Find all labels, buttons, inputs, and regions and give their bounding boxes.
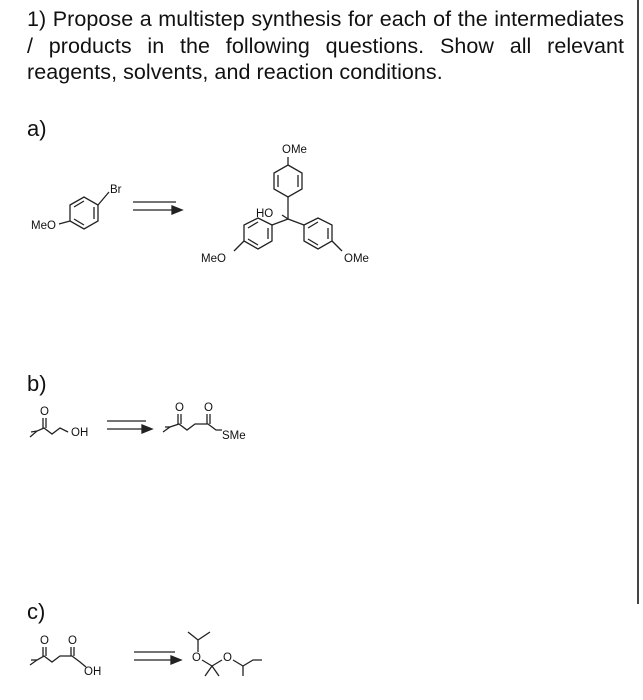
- part-a-reaction-arrow: [133, 202, 182, 214]
- part-a-product: [201, 144, 369, 265]
- part-b-starting-material: [30, 406, 88, 439]
- part-c-reaction-arrow: [134, 652, 181, 664]
- part-a-label: a): [27, 116, 47, 141]
- product-top-ome-label: OMe: [282, 144, 307, 156]
- methoxy-label: MeO: [31, 220, 56, 232]
- part-a-starting-material: [31, 184, 122, 232]
- part-b-label: b): [27, 371, 47, 396]
- product-right-ome-label: OMe: [344, 253, 369, 265]
- c-start-carbonyl-o2: O: [68, 635, 77, 647]
- c-product-ring-o1: O: [192, 652, 201, 664]
- c-product-ring-o2: O: [223, 652, 232, 664]
- bromo-label: Br: [110, 184, 122, 196]
- part-b-reaction-arrow: [107, 421, 152, 433]
- part-c-starting-material: [30, 635, 101, 678]
- b-start-carbonyl-o: O: [40, 406, 49, 418]
- b-product-thio: SMe: [222, 430, 246, 442]
- b-product-carbonyl-o2: O: [204, 402, 213, 414]
- c-start-hydroxyl: OH: [84, 666, 102, 678]
- product-left-meo-label: MeO: [201, 253, 226, 265]
- hydroxyl-label: HO: [256, 208, 274, 220]
- c-start-carbonyl-o1: O: [40, 635, 49, 647]
- question-text: 1) Propose a multistep synthesis for each of the intermediates / products in the following questions. Show all relevant reagents, solvents, and reaction conditions.: [27, 7, 624, 84]
- part-b-product: [163, 402, 246, 442]
- part-c-label: c): [27, 599, 46, 624]
- part-c-product: [188, 632, 262, 676]
- b-product-carbonyl-o1: O: [175, 402, 184, 414]
- b-start-hydroxyl: OH: [71, 427, 89, 439]
